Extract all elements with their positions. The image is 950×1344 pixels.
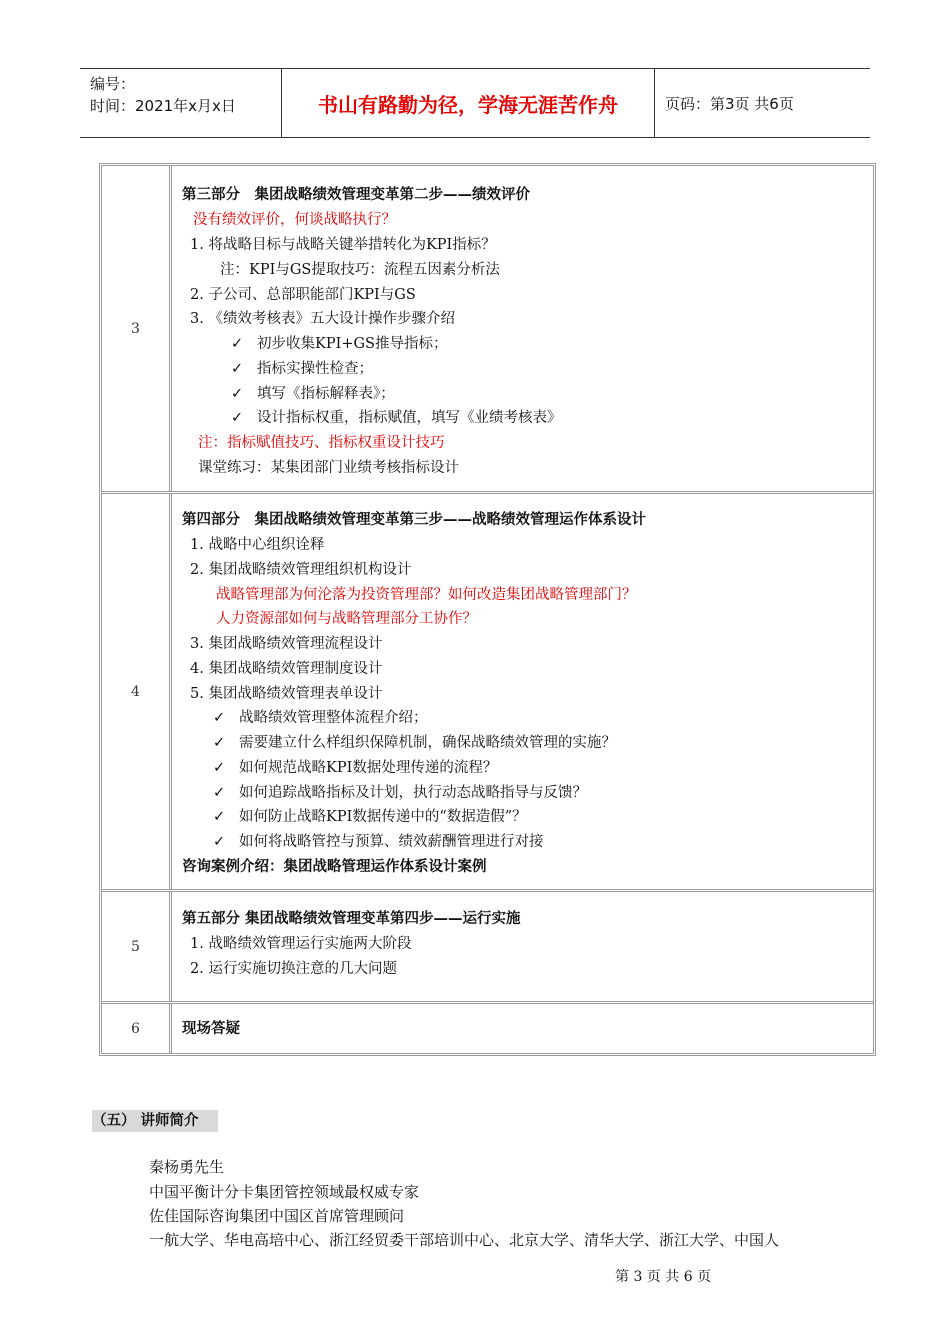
list-item: 3. 《绩效考核表》五大设计操作步骤介绍 — [190, 311, 455, 327]
bio-line: 中国平衡计分卡集团管控领域最权威专家 — [149, 1183, 420, 1201]
check-item: ✓ 如何规范战略KPI数据处理传递的流程？ — [213, 760, 498, 776]
red-note: 注：指标赋值技巧、指标权重设计技巧 — [198, 435, 445, 451]
header-page: 页码：第3页 共6页 — [665, 94, 794, 113]
check-item: ✓ 初步收集KPI+GS推导指标； — [231, 336, 448, 352]
bio-line: 佐佳国际咨询集团中国区首席管理顾问 — [149, 1207, 405, 1225]
list-note: 注：KPI与GS提取技巧：流程五因素分析法 — [220, 262, 500, 278]
part-title: 第三部分 集团战略绩效管理变革第二步——绩效评价 — [182, 187, 530, 203]
check-mark-icon: ✓ — [213, 834, 226, 850]
header-number: 编号： — [90, 75, 136, 93]
row-number: 4 — [102, 494, 172, 889]
red-note: 没有绩效评价，何谈战略执行？ — [193, 212, 396, 228]
part-title: 第四部分 集团战略绩效管理变革第三步——战略绩效管理运作体系设计 — [182, 512, 646, 528]
list-item: 1. 将战略目标与战略关键举措转化为KPI指标？ — [190, 237, 496, 253]
check-mark-icon: ✓ — [231, 336, 244, 352]
header-time: 时间：2021年x月x日 — [90, 97, 236, 115]
check-mark-icon: ✓ — [213, 809, 226, 825]
check-mark-icon: ✓ — [213, 785, 226, 801]
check-item: ✓ 如何将战略管控与预算、绩效薪酬管理进行对接 — [213, 834, 544, 850]
header-meta — [80, 69, 282, 137]
bio-line: 秦杨勇先生 — [149, 1158, 225, 1176]
case-title: 咨询案例介绍：集团战略管理运作体系设计案例 — [182, 859, 487, 875]
row-content — [172, 1004, 873, 1053]
page-footer: 第 3 页 共 6 页 — [615, 1269, 712, 1285]
check-item: ✓ 如何追踪战略指标及计划，执行动态战略指导与反馈？ — [213, 785, 587, 801]
check-mark-icon: ✓ — [231, 410, 244, 426]
part-title: 第五部分 集团战略绩效管理变革第四步——运行实施 — [182, 911, 521, 927]
check-item: ✓ 填写《指标解释表》； — [231, 386, 395, 402]
list-item: 4. 集团战略绩效管理制度设计 — [190, 661, 383, 677]
check-item: ✓ 指标实操性检查； — [231, 361, 373, 377]
list-item: 1. 战略中心组织诠释 — [190, 537, 325, 553]
bio-line: 一航大学、华电高培中心、浙江经贸委干部培训中心、北京大学、清华大学、浙江大学、中国人 — [149, 1231, 780, 1249]
row-number: 3 — [102, 166, 172, 491]
practice-note: 课堂练习：某集团部门业绩考核指标设计 — [198, 460, 459, 476]
page-header — [80, 68, 870, 138]
table-row — [102, 1004, 873, 1053]
row-content — [172, 494, 873, 889]
table-row — [102, 892, 873, 1004]
check-mark-icon: ✓ — [231, 386, 244, 402]
row-content — [172, 892, 873, 1001]
check-mark-icon: ✓ — [213, 710, 226, 726]
list-item: 3. 集团战略绩效管理流程设计 — [190, 636, 383, 652]
check-mark-icon: ✓ — [213, 735, 226, 751]
list-item: 2. 子公司、总部职能部门KPI与GS — [190, 287, 416, 303]
check-mark-icon: ✓ — [213, 760, 226, 776]
section-heading: （五） 讲师简介 — [92, 1110, 218, 1132]
red-note: 人力资源部如何与战略管理部分工协作？ — [216, 611, 477, 627]
course-outline-table — [99, 163, 876, 1056]
header-motto: 书山有路勤为径，学海无涯苦作舟 — [282, 69, 655, 137]
check-item: ✓ 如何防止战略KPI数据传递中的“数据造假”？ — [213, 809, 527, 825]
list-item: 2. 集团战略绩效管理组织机构设计 — [190, 562, 412, 578]
list-item: 1. 战略绩效管理运行实施两大阶段 — [190, 936, 412, 952]
check-item: ✓ 战略绩效管理整体流程介绍； — [213, 710, 428, 726]
table-row — [102, 166, 873, 494]
list-item: 2. 运行实施切换注意的几大问题 — [190, 961, 397, 977]
row-number: 6 — [102, 1004, 172, 1053]
part-title: 现场答疑 — [182, 1021, 240, 1037]
row-content — [172, 166, 873, 491]
table-row — [102, 494, 873, 892]
check-item: ✓ 设计指标权重，指标赋值，填写《业绩考核表》 — [231, 410, 562, 426]
red-note: 战略管理部为何沦落为投资管理部？如何改造集团战略管理部门？ — [216, 587, 637, 603]
check-item: ✓ 需要建立什么样组织保障机制，确保战略绩效管理的实施？ — [213, 735, 616, 751]
row-number: 5 — [102, 892, 172, 1001]
check-mark-icon: ✓ — [231, 361, 244, 377]
list-item: 5. 集团战略绩效管理表单设计 — [190, 686, 383, 702]
